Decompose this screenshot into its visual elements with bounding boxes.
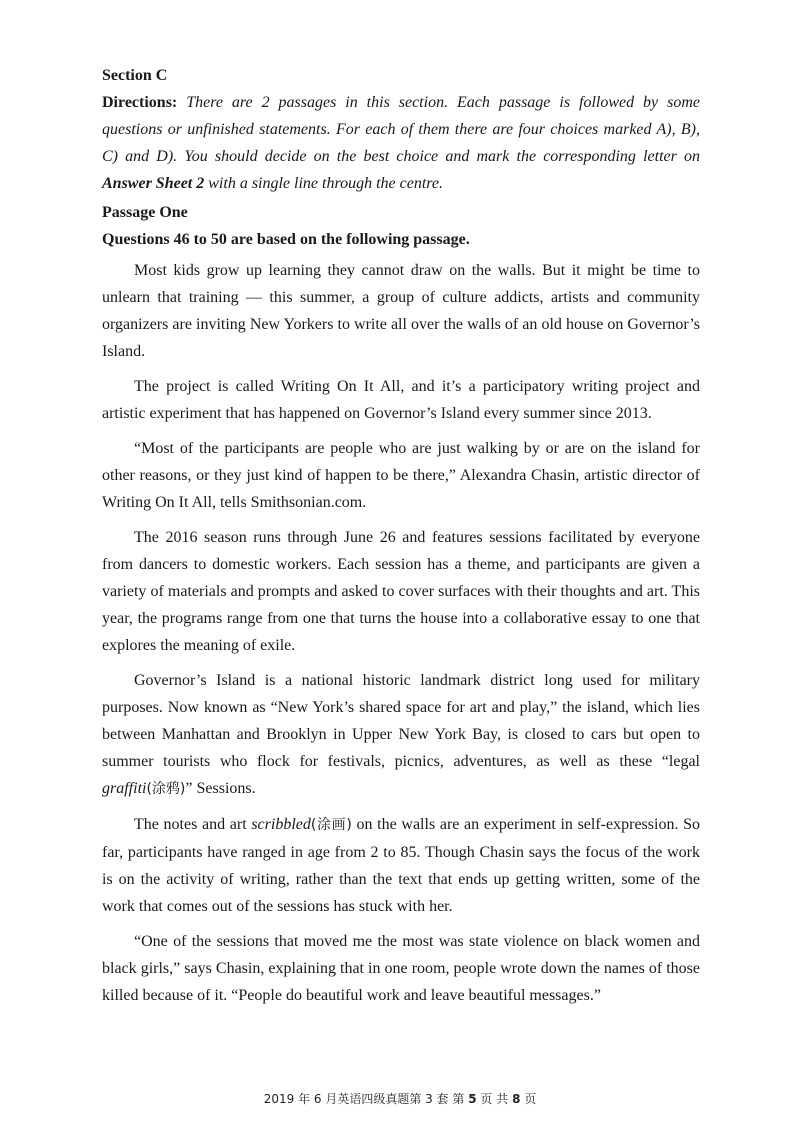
paragraph-6-text-b: on the walls are an experiment in self-expression. So far, participants have ranged in age from 2 to 85. Though Chasin says the focus of the work is on the activity of writing, rather than the text that ends up getting written, some of the work that comes out of the sessions has stuck with her. — [102, 816, 701, 915]
paragraph-6-text-a: The notes and art — [134, 816, 252, 833]
paragraph-5-text-a: Governor’s Island is a national historic landmark district long used for military purposes. Now known as “New York’s shared space for art and play,” the island, which lies between Manhattan and Brooklyn in Upper New York Bay, is closed to cars but open to summer tourists who flock for festivals, picnics, adventures, as well as these “legal — [102, 672, 700, 770]
directions — [102, 89, 700, 197]
paragraph-7: “One of the sessions that moved me the most was state violence on black women and black girls,” says Chasin, explaining that in one room, people wrote down the names of those killed because of it. “People do beautiful work and leave beautiful messages.” — [102, 933, 700, 1004]
footer-page-number: 5 — [468, 1092, 477, 1106]
graffiti-term: graffiti — [102, 780, 147, 797]
footer-suffix: 页 — [520, 1092, 537, 1106]
questions-line: Questions 46 to 50 are based on the following passage. — [102, 231, 470, 248]
footer-mid: 页 共 — [476, 1092, 513, 1106]
paragraph-3: “Most of the participants are people who are just walking by or are on the island for other reasons, or they just kind of happen to be there,” Alexandra Chasin, artistic director of Writing On It All, tells Smithsonian.com. — [102, 440, 700, 511]
answer-sheet-ref: Answer Sheet 2 — [102, 175, 205, 192]
page-content — [102, 62, 700, 1017]
paragraph-5-text-b: ” Sessions. — [185, 780, 256, 797]
footer-prefix: 2019 年 6 月英语四级真题第 3 套 第 — [263, 1092, 469, 1106]
directions-label: Directions: — [102, 94, 178, 111]
scribbled-term: scribbled — [251, 816, 311, 833]
paragraph-4: The 2016 season runs through June 26 and features sessions facilitated by everyone from dancers to domestic workers. Each session has a theme, and participants are given a variety of materials and prompts and asked to cover surfaces with their thoughts and art. This year, the programs range from one that turns the house into a collaborative essay to one that explores the meaning of exile. — [102, 529, 700, 654]
graffiti-gloss: (涂鸦) — [146, 781, 186, 797]
directions-text-2: with a single line through the centre. — [204, 175, 444, 192]
passage-label: Passage One — [102, 204, 188, 221]
scribbled-gloss: (涂画) — [310, 817, 352, 833]
paragraph-2: The project is called Writing On It All, and it’s a participatory writing project and artistic experiment that has happened on Governor’s Island every summer since 2013. — [102, 378, 700, 422]
section-title: Section C — [102, 67, 168, 84]
paragraph-6 — [102, 811, 700, 920]
page-footer — [0, 1090, 800, 1107]
directions-text-1: There are 2 passages in this section. Each passage is followed by some questions or unfinished statements. For each of them there are four choices marked A), B), C) and D). You should decide on the best choice and mark the corresponding letter on — [102, 94, 700, 165]
paragraph-1: Most kids grow up learning they cannot draw on the walls. But it might be time to unlearn that training — this summer, a group of culture addicts, artists and community organizers are inviting New Yorkers to write all over the walls of an old house on Governor’s Island. — [102, 262, 700, 360]
paragraph-5 — [102, 667, 700, 803]
footer-total-pages: 8 — [512, 1092, 521, 1106]
